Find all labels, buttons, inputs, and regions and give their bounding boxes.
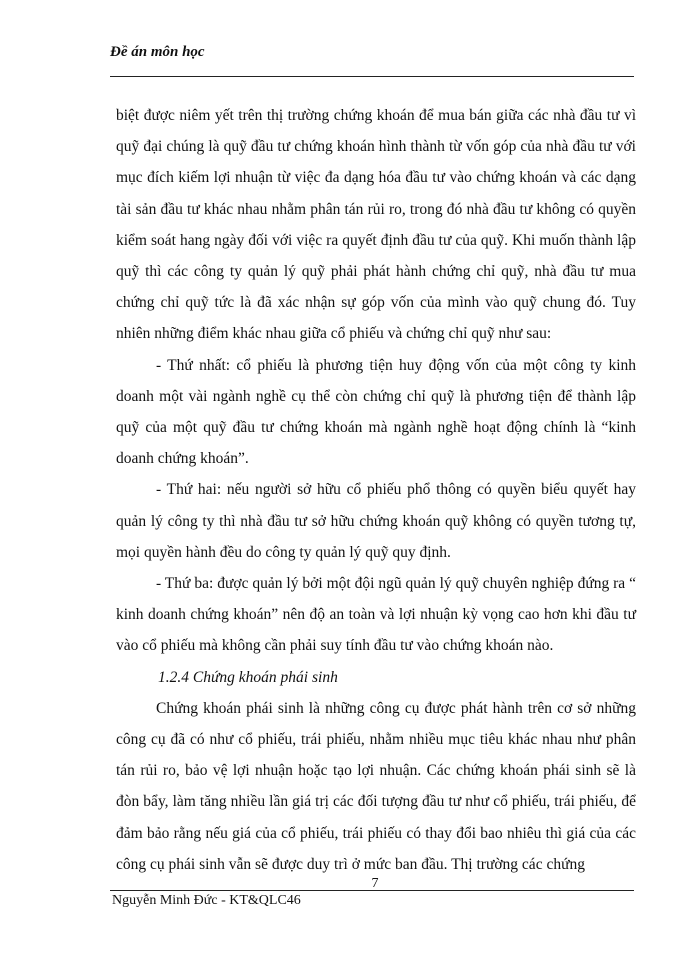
document-header-title: Đề án môn học bbox=[110, 44, 205, 60]
footer-divider bbox=[110, 890, 634, 891]
header-divider bbox=[110, 76, 634, 77]
bullet-first: - Thứ nhất: cổ phiếu là phương tiện huy động vốn của một công ty kinh doanh một vài ngành nghề cụ thể còn chứng chỉ quỹ là phương tiện để thành lập quỹ của một quỹ đầu tư chứng khoán mà ngành nghề hoạt động chính là “kinh doanh chứng khoán”. bbox=[116, 356, 636, 468]
page-number: 7 bbox=[371, 876, 379, 891]
paragraph-derivatives: Chứng khoán phái sinh là những công cụ được phát hành trên cơ sở những công cụ đã có như cổ phiếu, trái phiếu, nhằm nhiều mục tiêu khác nhau như phân tán rủi ro, bảo vệ lợi nhuận hoặc tạo lợi nhuận. Các chứng khoán phái sinh sẽ là đòn bẩy, làm tăng nhiều lần giá trị các đối tượng đầu tư như cổ phiếu, trái phiếu, để đảm bảo rằng nếu giá của cổ phiếu, trái phiếu có thay đổi bao nhiêu thì giá của các công cụ phái sinh vẫn sẽ được duy trì ở mức ban đầu. Thị trường các chứng bbox=[116, 699, 636, 873]
bullet-second: - Thứ hai: nếu người sở hữu cổ phiếu phổ thông có quyền biểu quyết hay quản lý công ty thì nhà đầu tư sở hữu chứng khoán quỹ không có quyền tương tự, mọi quyền hành đều do công ty quản lý quỹ quy định. bbox=[116, 481, 636, 561]
bullet-third: - Thứ ba: được quản lý bởi một đội ngũ quản lý quỹ chuyên nghiệp đứng ra “ kinh doanh chứng khoán” nên độ an toàn và lợi nhuận kỳ vọng cao hơn khi đầu tư vào cổ phiếu mà không cần phải suy tính đầu tư vào chứng khoán nào. bbox=[116, 575, 636, 655]
section-heading: 1.2.4 Chứng khoán phái sinh bbox=[158, 668, 338, 686]
footer-author: Nguyễn Minh Đức - KT&QLC46 bbox=[112, 893, 301, 908]
paragraph-continued: biệt được niêm yết trên thị trường chứng khoán để mua bán giữa các nhà đầu tư vì quỹ đại chúng là quỹ đầu tư chứng khoán hình thành từ vốn góp của nhà đầu tư với mục đích kiếm lợi nhuận từ việc đa dạng hóa đầu tư vào chứng khoán và các dạng tài sản đầu tư khác nhau nhằm phân tán rủi ro, trong đó nhà đầu tư không có quyền kiểm soát hang ngày đối với việc ra quyết định đầu tư của quỹ. Khi muốn thành lập quỹ thì các công ty quản lý quỹ phải phát hành chứng chỉ quỹ, nhà đầu tư mua chứng chỉ quỹ tức là đã xác nhận sự góp vốn của mình vào quỹ chung đó. Tuy nhiên những điểm khác nhau giữa cổ phiếu và chứng chỉ quỹ như sau: bbox=[116, 107, 636, 343]
document-body bbox=[116, 100, 636, 880]
